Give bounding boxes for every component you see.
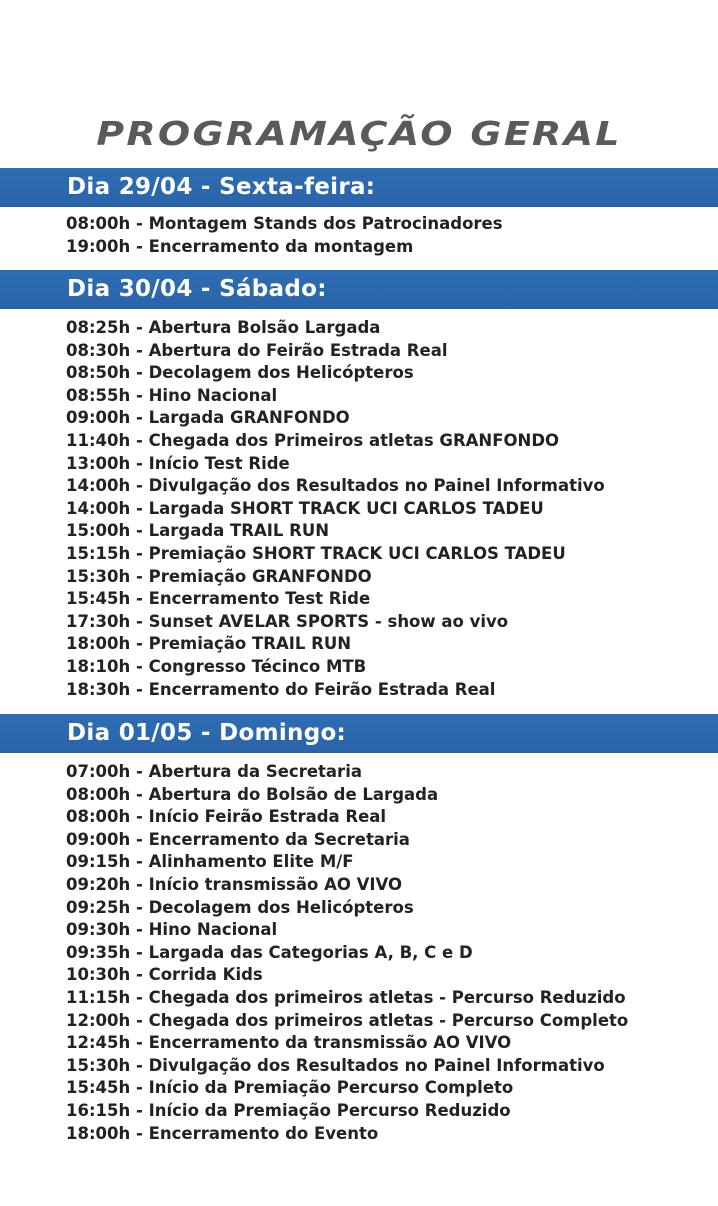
event-list-01-05 xyxy=(66,761,628,1145)
day-header-30-04: Dia 30/04 - Sábado: xyxy=(0,270,718,309)
event-item: 07:00h - Abertura da Secretaria xyxy=(66,762,362,781)
event-item: 08:50h - Decolagem dos Helicópteros xyxy=(66,363,414,383)
event-item: 09:00h - Largada GRANFONDO xyxy=(66,408,350,428)
event-item: 08:30h - Abertura do Feirão Estrada Real xyxy=(66,340,448,360)
event-item: 15:45h - Encerramento Test Ride xyxy=(66,589,371,609)
event-item: 09:25h - Decolagem dos Helicópteros xyxy=(66,897,414,917)
event-item: 10:30h - Corrida Kids xyxy=(66,965,263,985)
day-header-29-04: Dia 29/04 - Sexta-feira: xyxy=(0,168,718,207)
event-item: 08:55h - Hino Nacional xyxy=(66,385,278,405)
event-item: 18:00h - Premiação TRAIL RUN xyxy=(66,634,352,654)
event-item: 12:45h - Encerramento da transmissão AO VIVO xyxy=(66,1033,512,1053)
event-item: 15:30h - Divulgação dos Resultados no Painel Informativo xyxy=(66,1055,605,1075)
event-item: 17:30h - Sunset AVELAR SPORTS - show ao vivo xyxy=(66,611,509,631)
event-item: 09:15h - Alinhamento Elite M/F xyxy=(66,852,354,872)
page-title: PROGRAMAÇÃO GERAL xyxy=(96,114,622,153)
event-item: 11:15h - Chegada dos primeiros atletas - Percurso Reduzido xyxy=(66,987,626,1007)
event-item: 19:00h - Encerramento da montagem xyxy=(66,236,414,256)
event-item: 18:10h - Congresso Técinco MTB xyxy=(66,656,367,676)
event-item: 11:40h - Chegada dos Primeiros atletas GRANFONDO xyxy=(66,430,560,450)
event-item: 12:00h - Chegada dos primeiros atletas - Percurso Completo xyxy=(66,1010,629,1030)
event-item: 15:30h - Premiação GRANFONDO xyxy=(66,566,372,586)
event-item: 09:30h - Hino Nacional xyxy=(66,920,278,940)
day-header-01-05: Dia 01/05 - Domingo: xyxy=(0,714,718,753)
event-item: 09:00h - Encerramento da Secretaria xyxy=(66,829,410,849)
event-item: 14:00h - Divulgação dos Resultados no Painel Informativo xyxy=(66,476,605,496)
event-list-29-04 xyxy=(66,213,503,258)
event-item: 09:20h - Início transmissão AO VIVO xyxy=(66,874,403,894)
event-item: 18:30h - Encerramento do Feirão Estrada Real xyxy=(66,679,496,699)
event-item: 16:15h - Início da Premiação Percurso Reduzido xyxy=(66,1100,511,1120)
event-item: 15:15h - Premiação SHORT TRACK UCI CARLOS TADEU xyxy=(66,543,566,563)
event-item: 13:00h - Início Test Ride xyxy=(66,453,290,473)
event-item: 09:35h - Largada das Categorias A, B, C e D xyxy=(66,942,473,962)
event-list-30-04 xyxy=(66,317,605,701)
event-item: 15:00h - Largada TRAIL RUN xyxy=(66,521,330,541)
event-item: 08:00h - Início Feirão Estrada Real xyxy=(66,807,387,827)
event-item: 08:00h - Abertura do Bolsão de Largada xyxy=(66,784,439,804)
event-item: 18:00h - Encerramento do Evento xyxy=(66,1123,379,1143)
event-item: 14:00h - Largada SHORT TRACK UCI CARLOS TADEU xyxy=(66,498,544,518)
event-item: 08:00h - Montagem Stands dos Patrocinadores xyxy=(66,214,503,233)
event-item: 08:25h - Abertura Bolsão Largada xyxy=(66,318,381,337)
event-item: 15:45h - Início da Premiação Percurso Completo xyxy=(66,1078,514,1098)
